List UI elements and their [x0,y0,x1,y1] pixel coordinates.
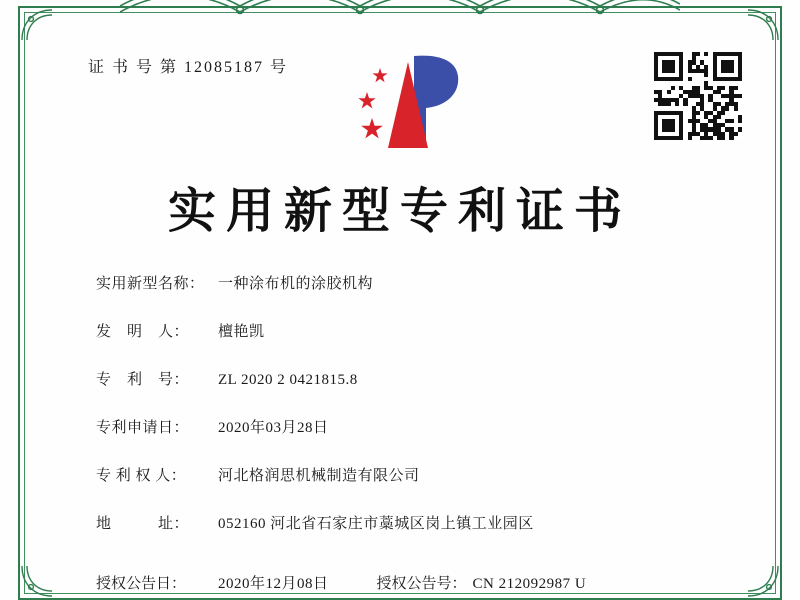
field-address [96,512,736,533]
grant-number-value: CN 212092987 U [472,576,587,592]
field-label: 地 址： [96,516,190,532]
field-value: 一种涂布机的涂胶机构 [218,276,374,292]
field-utility-model-name [96,272,736,293]
field-label: 专 利 权 人： [96,468,187,484]
china-patent-emblem-icon [352,48,464,158]
grant-info-row [96,572,756,593]
field-value: 2020年03月28日 [218,420,329,436]
grant-date-label: 授权公告日： [96,576,187,592]
page-title: 实用新型专利证书 [167,185,632,238]
field-value: 052160 河北省石家庄市藁城区岗上镇工业园区 [218,516,534,532]
field-label: 实用新型名称： [96,276,205,292]
field-value: 河北格润思机械制造有限公司 [218,468,420,484]
field-patent-number [96,368,736,389]
grant-number-label: 授权公告号： [376,576,467,592]
field-label: 专 利 号： [96,372,190,388]
field-label: 专利申请日： [96,420,190,436]
field-patentee [96,464,736,485]
field-label: 发 明 人： [96,324,190,340]
grant-date-value: 2020年12月08日 [218,576,329,592]
field-inventor [96,320,736,341]
field-list [96,272,736,560]
corner-ornament-icon [20,564,54,598]
corner-ornament-icon [746,8,780,42]
field-application-date [96,416,736,437]
certificate-number: 证 书 号 第 12085187 号 [88,59,289,76]
corner-ornament-icon [20,8,54,42]
field-value: 檀艳凯 [218,324,265,340]
qr-code [654,52,742,140]
top-ornament [120,0,680,22]
field-value: ZL 2020 2 0421815.8 [218,372,358,388]
